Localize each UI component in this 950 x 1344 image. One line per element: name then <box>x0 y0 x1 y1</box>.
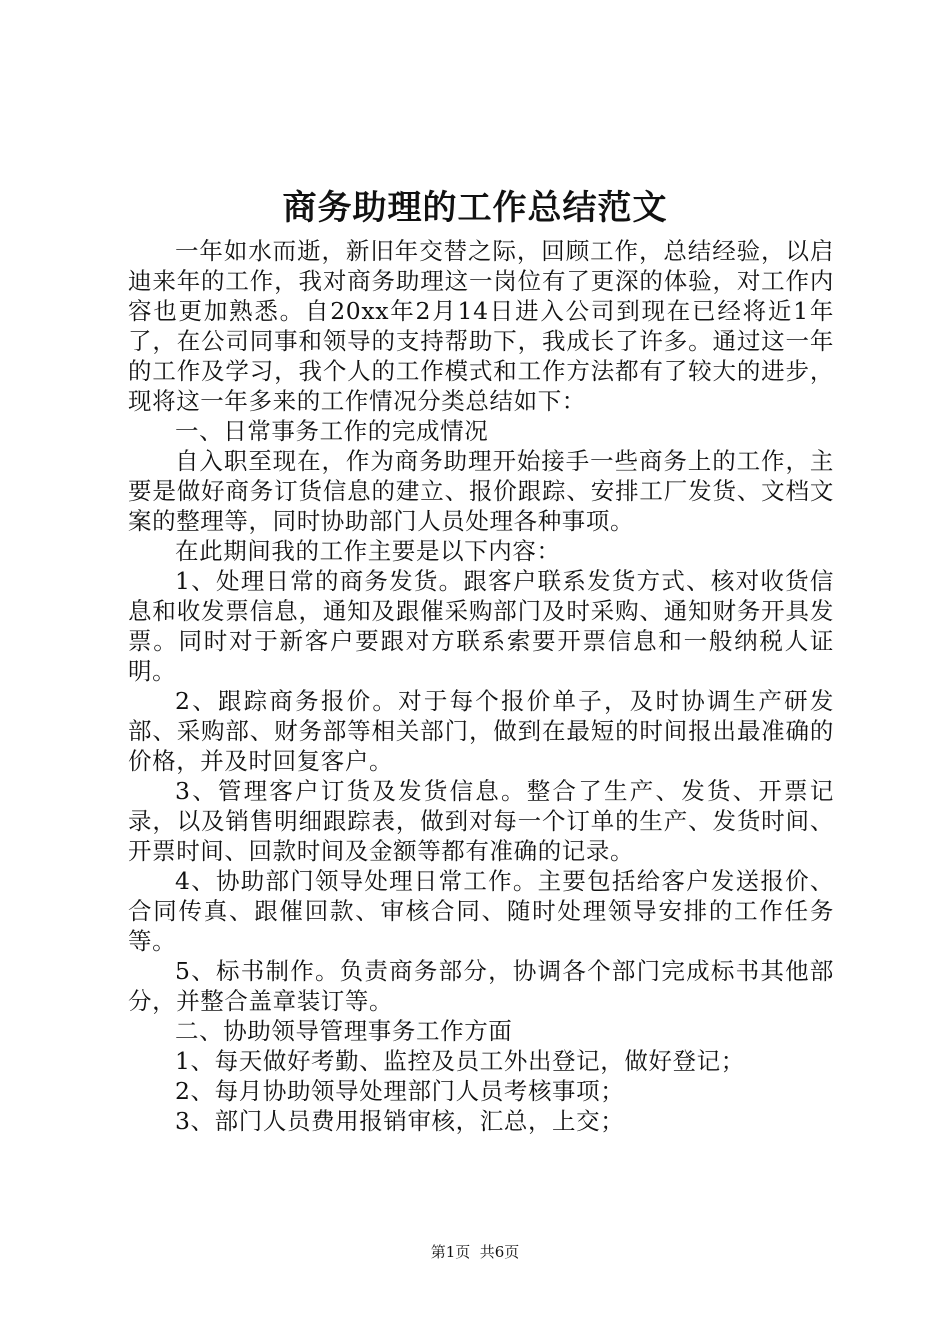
list-item-section2-1: 1、每天做好考勤、监控及员工外出登记，做好登记； <box>175 1047 745 1075</box>
section-heading-2: 二、协助领导管理事务工作方面 <box>175 1017 513 1045</box>
page-number-label: 第1页 共6页 <box>430 1243 520 1261</box>
section-heading-1: 一、日常事务工作的完成情况 <box>175 417 489 445</box>
list-item-1: 1、处理日常的商务发货。跟客户联系发货方式、核对收货信息和收发票信息，通知及跟催采购部门及时采购、通知财务开具发票。同时对于新客户要跟对方联系索要开票信息和一般纳税人证明。 <box>128 567 834 685</box>
list-item-section2-3: 3、部门人员费用报销审核，汇总，上交； <box>175 1107 625 1135</box>
page-footer <box>0 1242 950 1262</box>
paragraph-work-content-lead: 在此期间我的工作主要是以下内容： <box>175 537 561 565</box>
document-title: 商务助理的工作总结范文 <box>282 188 668 228</box>
list-item-4: 4、协助部门领导处理日常工作。主要包括给客户发送报价、合同传真、跟催回款、审核合同、随时处理领导安排的工作任务等。 <box>128 867 834 955</box>
document-body <box>128 236 834 1136</box>
list-item-5: 5、标书制作。负责商务部分，协调各个部门完成标书其他部分，并整合盖章装订等。 <box>128 957 834 1015</box>
list-item-2: 2、跟踪商务报价。对于每个报价单子，及时协调生产研发部、采购部、财务部等相关部门，做到在最短的时间报出最准确的价格，并及时回复客户。 <box>128 687 834 775</box>
list-item-3: 3、管理客户订货及发货信息。整合了生产、发货、开票记录，以及销售明细跟踪表，做到对每一个订单的生产、发货时间、开票时间、回款时间及金额等都有准确的记录。 <box>128 777 834 865</box>
paragraph-section1-intro: 自入职至现在，作为商务助理开始接手一些商务上的工作，主要是做好商务订货信息的建立、报价跟踪、安排工厂发货、文档文案的整理等，同时协助部门人员处理各种事项。 <box>128 447 834 535</box>
list-item-section2-2: 2、每月协助领导处理部门人员考核事项； <box>175 1077 625 1105</box>
paragraph-intro: 一年如水而逝，新旧年交替之际，回顾工作，总结经验，以启迪来年的工作，我对商务助理这一岗位有了更深的体验，对工作内容也更加熟悉。自20xx年2月14日进入公司到现在已经将近1年了，在公司同事和领导的支持帮助下，我成长了许多。通过这一年的工作及学习，我个人的工作模式和工作方法都有了较大的进步，现将这一年多来的工作情况分类总结如下： <box>128 237 834 415</box>
